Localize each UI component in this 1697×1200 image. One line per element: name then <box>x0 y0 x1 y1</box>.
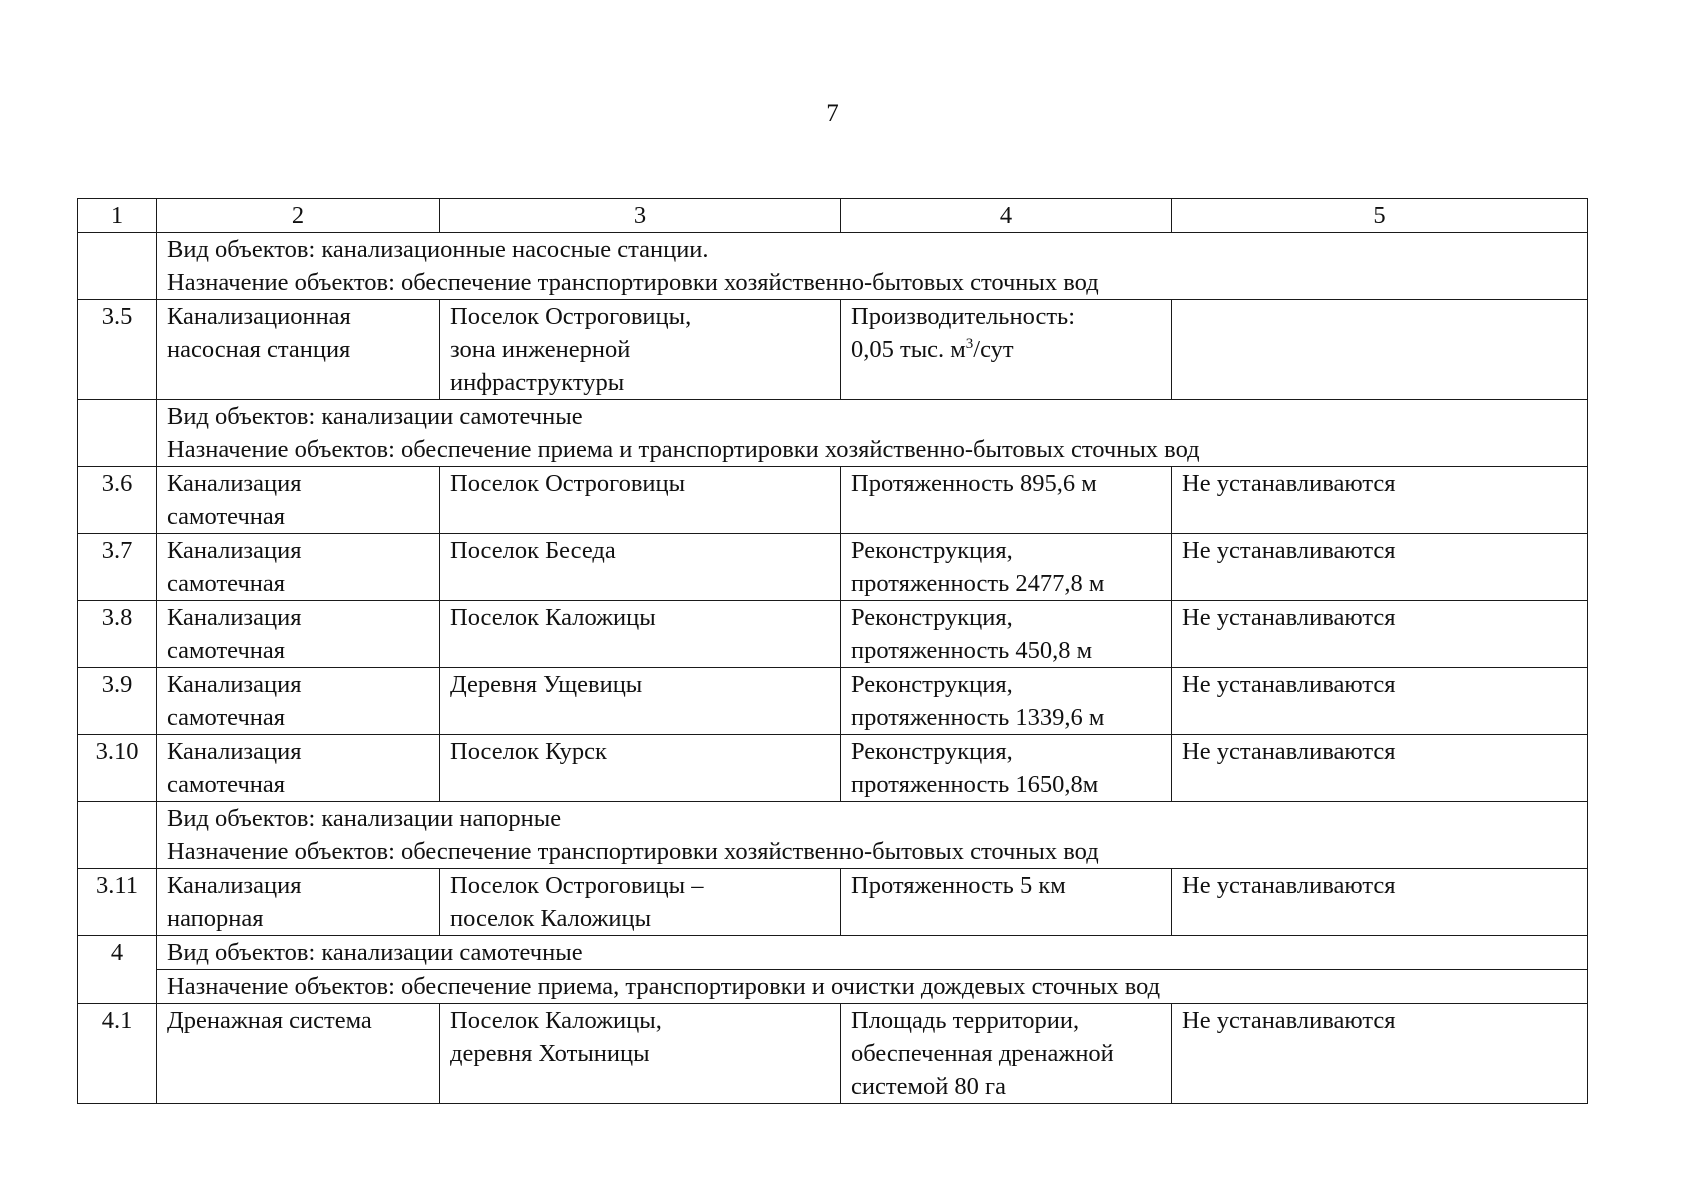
object-purpose-line: Назначение объектов: обеспечение транспортировки хозяйственно-бытовых сточных вод <box>167 269 1099 296</box>
page-number: 7 <box>826 100 839 127</box>
object-location: Поселок Курск <box>440 735 841 802</box>
protection-zones: Не устанавливаются <box>1172 601 1588 668</box>
object-name: Канализация самотечная <box>157 534 440 601</box>
object-name: Канализационная насосная станция <box>157 300 440 400</box>
section-description <box>157 802 1588 869</box>
row-number: 3.9 <box>78 668 157 735</box>
protection-zones: Не устанавливаются <box>1172 534 1588 601</box>
object-type-line: Вид объектов: канализации напорные <box>167 805 562 832</box>
protection-zones: Не устанавливаются <box>1172 1004 1588 1104</box>
section-description <box>157 400 1588 467</box>
object-location: Поселок Остроговицы, зона инженерной инфраструктуры <box>440 300 841 400</box>
table-row <box>78 668 1588 735</box>
header-cell: 2 <box>157 199 440 233</box>
object-name: Канализация самотечная <box>157 601 440 668</box>
table-row <box>78 869 1588 936</box>
object-type-line: Вид объектов: канализации самотечные <box>157 936 1588 970</box>
object-location: Поселок Остроговицы <box>440 467 841 534</box>
table-row <box>78 534 1588 601</box>
object-purpose-line: Назначение объектов: обеспечение приема, транспортировки и очистки дождевых сточных вод <box>157 970 1588 1004</box>
object-purpose-line: Назначение объектов: обеспечение приема и транспортировки хозяйственно-бытовых сточных вод <box>167 436 1200 463</box>
header-cell: 5 <box>1172 199 1588 233</box>
row-number: 3.10 <box>78 735 157 802</box>
header-cell: 4 <box>841 199 1172 233</box>
header-cell: 3 <box>440 199 841 233</box>
object-characteristic: Протяженность 895,6 м <box>841 467 1172 534</box>
object-characteristic: Площадь территории, обеспеченная дренажной системой 80 га <box>841 1004 1172 1104</box>
object-type-line: Вид объектов: канализационные насосные станции. <box>167 236 709 263</box>
table-row <box>78 300 1588 400</box>
header-cell: 1 <box>78 199 157 233</box>
table-row <box>78 1004 1588 1104</box>
object-characteristic: Реконструкция, протяженность 1650,8м <box>841 735 1172 802</box>
table-row <box>78 467 1588 534</box>
object-name: Канализация самотечная <box>157 668 440 735</box>
row-number: 3.11 <box>78 869 157 936</box>
row-number: 3.5 <box>78 300 157 400</box>
object-location: Поселок Беседа <box>440 534 841 601</box>
row-number <box>78 233 157 300</box>
object-characteristic: Протяженность 5 км <box>841 869 1172 936</box>
objects-table <box>77 198 1588 1104</box>
row-number: 3.7 <box>78 534 157 601</box>
protection-zones: Не устанавливаются <box>1172 668 1588 735</box>
object-characteristic: Производительность: 0,05 тыс. $м^3$/сут <box>841 300 1172 400</box>
section-row <box>78 936 1588 970</box>
row-number: 4 <box>78 936 157 1004</box>
table-row <box>78 601 1588 668</box>
object-name: Канализация напорная <box>157 869 440 936</box>
object-location: Поселок Остроговицы – поселок Каложицы <box>440 869 841 936</box>
row-number <box>78 802 157 869</box>
object-type-line: Вид объектов: канализации самотечные <box>167 403 583 430</box>
object-location: Поселок Каложицы <box>440 601 841 668</box>
section-description <box>157 233 1588 300</box>
section-row <box>78 970 1588 1004</box>
row-number <box>78 400 157 467</box>
object-characteristic: Реконструкция, протяженность 1339,6 м <box>841 668 1172 735</box>
object-name: Дренажная система <box>157 1004 440 1104</box>
object-characteristic: Реконструкция, протяженность 2477,8 м <box>841 534 1172 601</box>
object-location: Поселок Каложицы, деревня Хотыницы <box>440 1004 841 1104</box>
protection-zones: Не устанавливаются <box>1172 467 1588 534</box>
section-row <box>78 233 1588 300</box>
object-name: Канализация самотечная <box>157 467 440 534</box>
object-purpose-line: Назначение объектов: обеспечение транспортировки хозяйственно-бытовых сточных вод <box>167 838 1099 865</box>
row-number: 3.6 <box>78 467 157 534</box>
protection-zones: Не устанавливаются <box>1172 735 1588 802</box>
object-name: Канализация самотечная <box>157 735 440 802</box>
object-characteristic: Реконструкция, протяженность 450,8 м <box>841 601 1172 668</box>
section-row <box>78 400 1588 467</box>
row-number: 4.1 <box>78 1004 157 1104</box>
protection-zones: Не устанавливаются <box>1172 869 1588 936</box>
table-row <box>78 735 1588 802</box>
object-location: Деревня Ущевицы <box>440 668 841 735</box>
protection-zones <box>1172 300 1588 400</box>
table-header-row <box>78 199 1588 233</box>
row-number: 3.8 <box>78 601 157 668</box>
section-row <box>78 802 1588 869</box>
